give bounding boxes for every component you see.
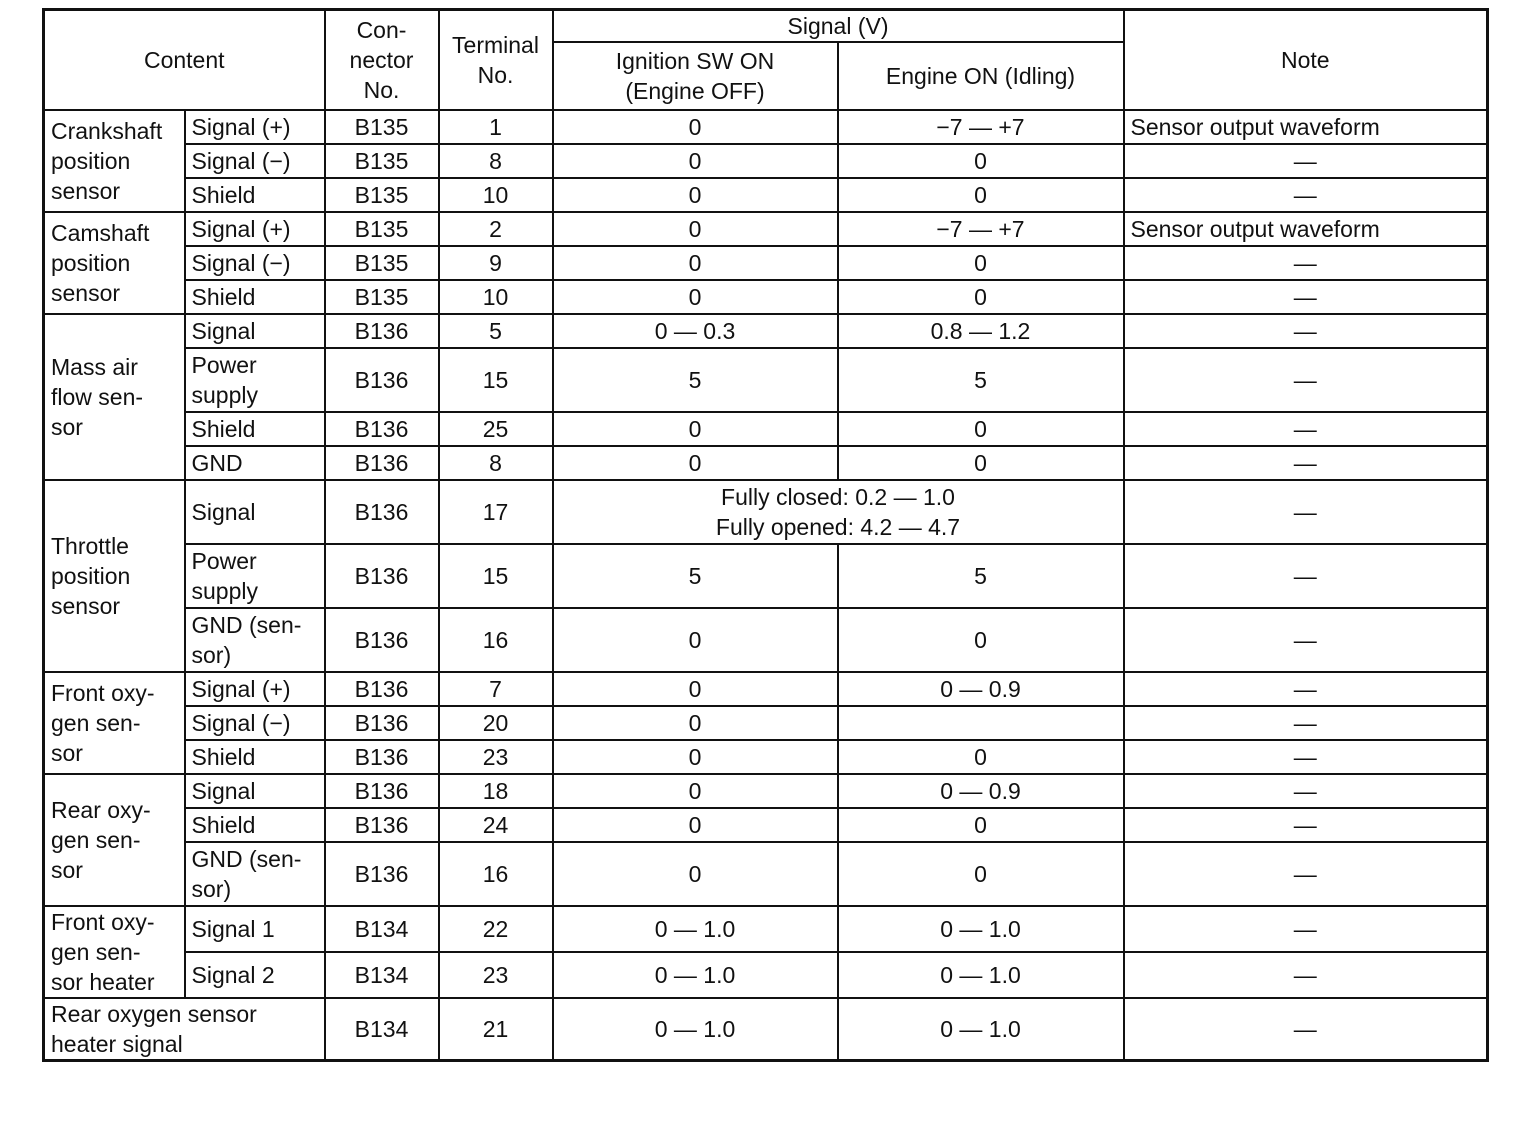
- terminal-no: 24: [439, 808, 553, 842]
- ignition-value: 0 — 1.0: [553, 906, 838, 952]
- engine-on-value: 0: [838, 608, 1124, 672]
- ignition-value: 0: [553, 740, 838, 774]
- table-row: [44, 178, 1488, 212]
- note-value: —: [1124, 446, 1488, 480]
- note-value: —: [1124, 952, 1488, 998]
- table-row: [44, 544, 1488, 608]
- signal-item: Signal (−): [185, 144, 325, 178]
- note-value: —: [1124, 774, 1488, 808]
- terminal-no: 17: [439, 480, 553, 544]
- terminal-no: 25: [439, 412, 553, 446]
- component-name: Mass air flow sen- sor: [44, 314, 185, 480]
- note-value: —: [1124, 246, 1488, 280]
- signal-item: GND (sen- sor): [185, 842, 325, 906]
- note-value: —: [1124, 280, 1488, 314]
- table-row: [44, 110, 1488, 144]
- ignition-value: 0: [553, 706, 838, 740]
- connector-no: B136: [325, 412, 439, 446]
- engine-on-value: 0.8 — 1.2: [838, 314, 1124, 348]
- note-value: —: [1124, 672, 1488, 706]
- engine-on-value: 5: [838, 544, 1124, 608]
- ignition-value: 5: [553, 348, 838, 412]
- ignition-value: 0: [553, 110, 838, 144]
- note-value: —: [1124, 706, 1488, 740]
- table-row: [44, 144, 1488, 178]
- note-value: —: [1124, 178, 1488, 212]
- engine-on-value: 0 — 1.0: [838, 952, 1124, 998]
- signal-header: Signal (V): [553, 10, 1124, 43]
- note-value: —: [1124, 740, 1488, 774]
- note-value: —: [1124, 412, 1488, 446]
- engine-on-value: −7 — +7: [838, 110, 1124, 144]
- connector-no: B136: [325, 706, 439, 740]
- table-row: [44, 906, 1488, 952]
- engine-on-value: 0: [838, 144, 1124, 178]
- note-value: —: [1124, 842, 1488, 906]
- engine-on-value: 0: [838, 412, 1124, 446]
- terminal-no: 5: [439, 314, 553, 348]
- table-row: [44, 412, 1488, 446]
- note-value: Sensor output waveform: [1124, 212, 1488, 246]
- engine-on-value: [838, 706, 1124, 740]
- component-name: Crankshaft position sensor: [44, 110, 185, 212]
- table-row: [44, 706, 1488, 740]
- engine-on-value: 0 — 0.9: [838, 672, 1124, 706]
- connector-no: B136: [325, 842, 439, 906]
- signal-item: Signal 1: [185, 906, 325, 952]
- signal-item: Shield: [185, 280, 325, 314]
- signal-item: Shield: [185, 178, 325, 212]
- terminal-no: 21: [439, 998, 553, 1061]
- engine-on-header: Engine ON (Idling): [838, 42, 1124, 110]
- ignition-value: 0: [553, 672, 838, 706]
- ignition-value: 0: [553, 412, 838, 446]
- signal-item: Signal (+): [185, 672, 325, 706]
- note-value: Sensor output waveform: [1124, 110, 1488, 144]
- ignition-value: 0: [553, 246, 838, 280]
- terminal-no: 16: [439, 842, 553, 906]
- terminal-no: 23: [439, 740, 553, 774]
- connector-no: B136: [325, 608, 439, 672]
- table-row: [44, 212, 1488, 246]
- table-row: [44, 348, 1488, 412]
- connector-no: B136: [325, 480, 439, 544]
- note-header: Note: [1124, 10, 1488, 111]
- note-value: —: [1124, 348, 1488, 412]
- note-value: —: [1124, 906, 1488, 952]
- terminal-no: 18: [439, 774, 553, 808]
- engine-on-value: −7 — +7: [838, 212, 1124, 246]
- note-value: —: [1124, 480, 1488, 544]
- terminal-no: 22: [439, 906, 553, 952]
- table-row: [44, 740, 1488, 774]
- signal-item: GND: [185, 446, 325, 480]
- table-row: [44, 774, 1488, 808]
- note-value: —: [1124, 314, 1488, 348]
- ignition-value: 0 — 0.3: [553, 314, 838, 348]
- connector-no: B135: [325, 280, 439, 314]
- connector-no: B134: [325, 998, 439, 1061]
- connector-no: B136: [325, 672, 439, 706]
- signal-item: Power supply: [185, 348, 325, 412]
- table-row: [44, 608, 1488, 672]
- terminal-no: 20: [439, 706, 553, 740]
- connector-no: B136: [325, 544, 439, 608]
- terminal-no: 9: [439, 246, 553, 280]
- signal-item: Shield: [185, 412, 325, 446]
- connector-no: B135: [325, 246, 439, 280]
- ignition-value: 0: [553, 808, 838, 842]
- table-row: [44, 246, 1488, 280]
- content-header: Content: [44, 10, 325, 111]
- connector-no: B136: [325, 446, 439, 480]
- terminal-no: 15: [439, 544, 553, 608]
- table-header: [44, 10, 1488, 111]
- terminal-no: 7: [439, 672, 553, 706]
- engine-on-value: 0: [838, 808, 1124, 842]
- connector-no: B135: [325, 212, 439, 246]
- ignition-header: Ignition SW ON (Engine OFF): [553, 42, 838, 110]
- note-value: —: [1124, 144, 1488, 178]
- signal-value-merged: Fully closed: 0.2 — 1.0 Fully opened: 4.2 — 4.7: [553, 480, 1124, 544]
- signal-item: Shield: [185, 808, 325, 842]
- terminal-no: 10: [439, 178, 553, 212]
- engine-on-value: 0 — 0.9: [838, 774, 1124, 808]
- ignition-value: 0: [553, 446, 838, 480]
- note-value: —: [1124, 544, 1488, 608]
- signal-item: Signal (−): [185, 246, 325, 280]
- table-row: [44, 952, 1488, 998]
- terminal-no: 10: [439, 280, 553, 314]
- connector-no: B135: [325, 144, 439, 178]
- ignition-value: 0 — 1.0: [553, 998, 838, 1061]
- ignition-value: 0: [553, 280, 838, 314]
- connector-no: B136: [325, 348, 439, 412]
- terminal-no: 2: [439, 212, 553, 246]
- ignition-value: 5: [553, 544, 838, 608]
- connector-no: B136: [325, 314, 439, 348]
- terminal-header: Terminal No.: [439, 10, 553, 111]
- component-name: Throttle position sensor: [44, 480, 185, 672]
- table-row: [44, 998, 1488, 1061]
- component-name: Rear oxygen sensor heater signal: [44, 998, 325, 1061]
- connector-no: B136: [325, 808, 439, 842]
- engine-on-value: 5: [838, 348, 1124, 412]
- ignition-value: 0: [553, 212, 838, 246]
- engine-on-value: 0: [838, 446, 1124, 480]
- table-row: [44, 842, 1488, 906]
- terminal-no: 1: [439, 110, 553, 144]
- signal-item: Signal 2: [185, 952, 325, 998]
- note-value: —: [1124, 998, 1488, 1061]
- signal-item: Shield: [185, 740, 325, 774]
- component-name: Front oxy- gen sen- sor heater: [44, 906, 185, 998]
- signal-item: Signal (+): [185, 110, 325, 144]
- signal-item: Signal: [185, 480, 325, 544]
- signal-item: Signal: [185, 314, 325, 348]
- signal-spec-table: [42, 8, 1489, 1062]
- ignition-value: 0: [553, 608, 838, 672]
- component-name: Rear oxy- gen sen- sor: [44, 774, 185, 906]
- terminal-no: 16: [439, 608, 553, 672]
- note-value: —: [1124, 808, 1488, 842]
- ignition-value: 0: [553, 774, 838, 808]
- terminal-no: 8: [439, 144, 553, 178]
- signal-item: GND (sen- sor): [185, 608, 325, 672]
- terminal-no: 23: [439, 952, 553, 998]
- component-name: Front oxy- gen sen- sor: [44, 672, 185, 774]
- signal-item: Signal (−): [185, 706, 325, 740]
- terminal-no: 15: [439, 348, 553, 412]
- engine-on-value: 0: [838, 740, 1124, 774]
- connector-no: B134: [325, 952, 439, 998]
- table-row: [44, 672, 1488, 706]
- table-row: [44, 808, 1488, 842]
- table-row: [44, 280, 1488, 314]
- signal-item: Signal (+): [185, 212, 325, 246]
- terminal-no: 8: [439, 446, 553, 480]
- connector-no: B136: [325, 774, 439, 808]
- connector-no: B135: [325, 178, 439, 212]
- table-body: [44, 110, 1488, 1061]
- signal-item: Signal: [185, 774, 325, 808]
- engine-on-value: 0: [838, 246, 1124, 280]
- connector-no: B134: [325, 906, 439, 952]
- table-row: [44, 314, 1488, 348]
- table-row: [44, 446, 1488, 480]
- ignition-value: 0 — 1.0: [553, 952, 838, 998]
- engine-on-value: 0: [838, 842, 1124, 906]
- ignition-value: 0: [553, 178, 838, 212]
- signal-item: Power supply: [185, 544, 325, 608]
- component-name: Camshaft position sensor: [44, 212, 185, 314]
- engine-on-value: 0 — 1.0: [838, 998, 1124, 1061]
- ignition-value: 0: [553, 144, 838, 178]
- engine-on-value: 0 — 1.0: [838, 906, 1124, 952]
- connector-no: B136: [325, 740, 439, 774]
- connector-header: Con- nector No.: [325, 10, 439, 111]
- table-row: [44, 480, 1488, 544]
- engine-on-value: 0: [838, 280, 1124, 314]
- connector-no: B135: [325, 110, 439, 144]
- note-value: —: [1124, 608, 1488, 672]
- engine-on-value: 0: [838, 178, 1124, 212]
- ignition-value: 0: [553, 842, 838, 906]
- signal-spec-sheet: [42, 8, 1489, 1062]
